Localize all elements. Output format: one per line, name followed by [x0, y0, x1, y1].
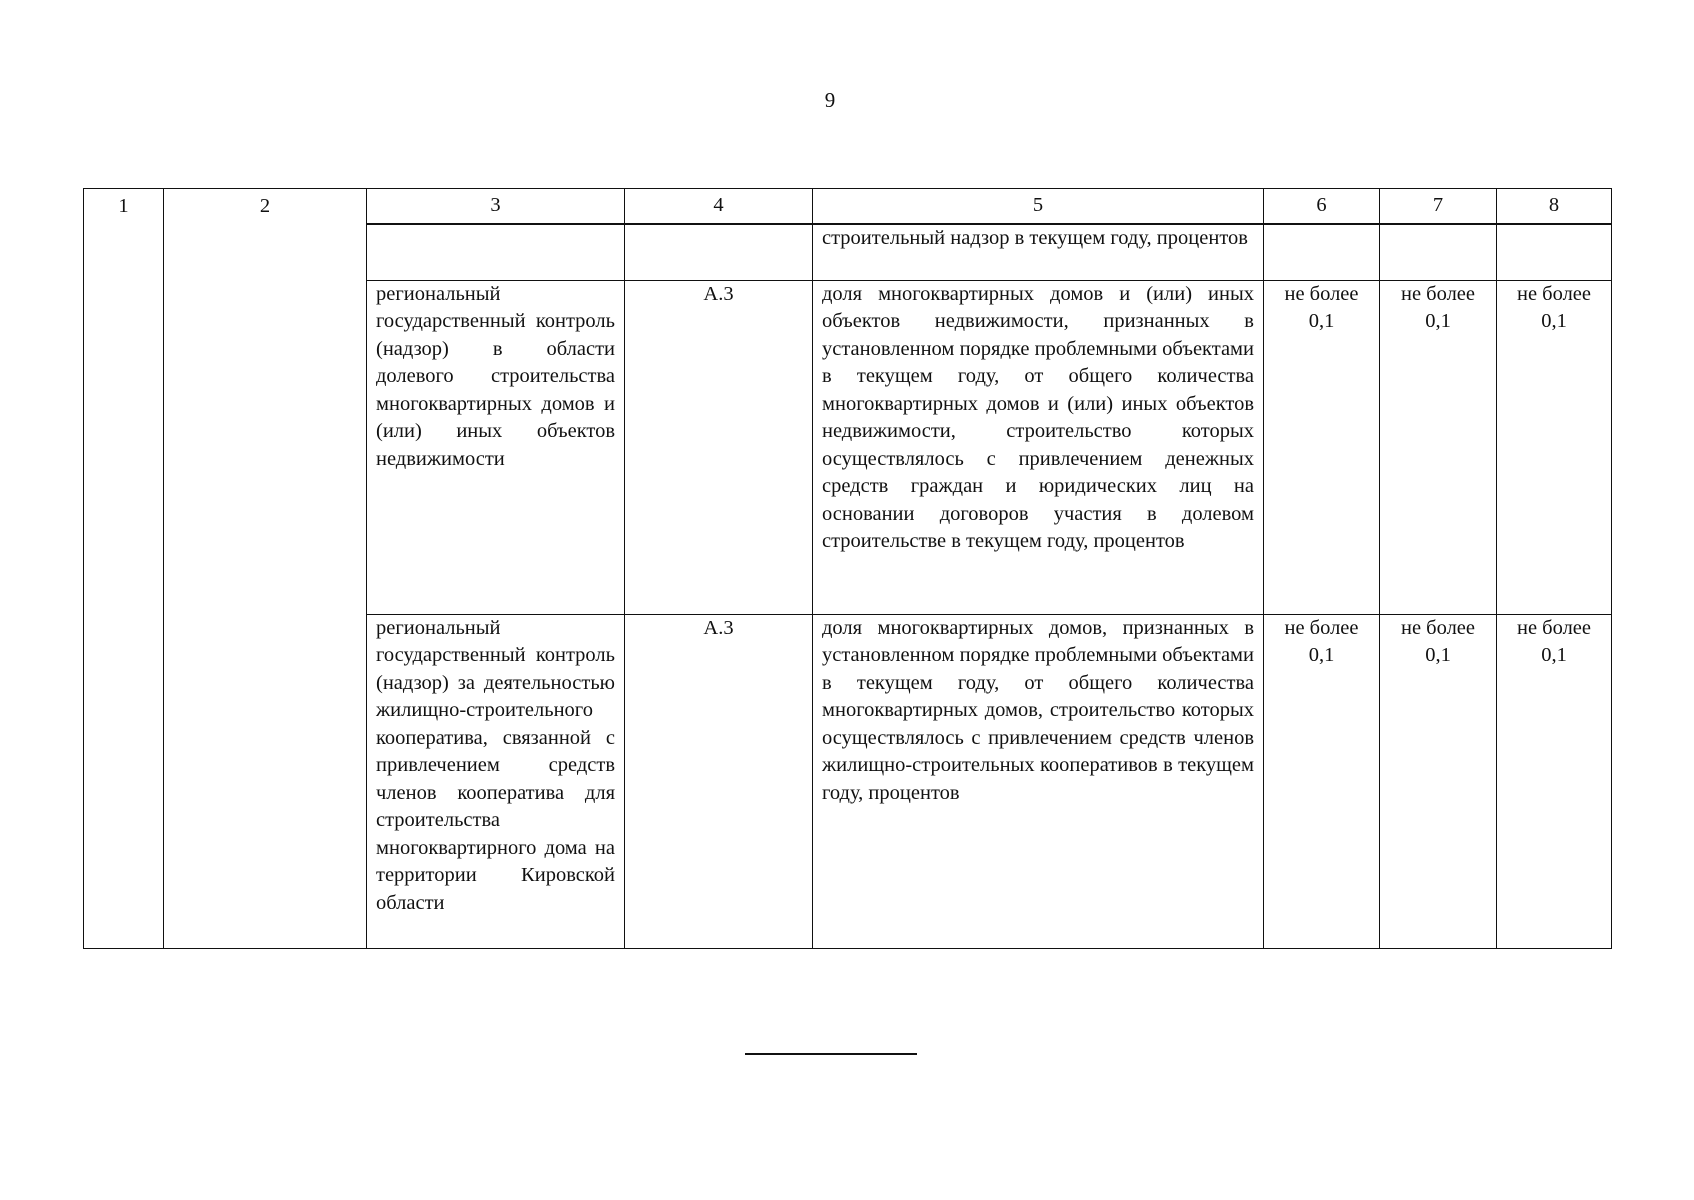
column-header-5: 5 — [813, 189, 1264, 225]
cell-target-value: не более 0,1 — [1380, 280, 1497, 614]
cell-target-value: не более 0,1 — [1264, 614, 1380, 948]
column-header-3: 3 — [367, 189, 625, 225]
cell-col3 — [367, 224, 625, 280]
cell-col6 — [1264, 224, 1380, 280]
page-number: 9 — [824, 88, 836, 112]
cell-code: А.3 — [625, 280, 813, 614]
cell-target-value: не более 0,1 — [1380, 614, 1497, 948]
cell-col7 — [1380, 224, 1497, 280]
cell-indicator-text: доля многоквартирных домов, признанных в установленном порядке проблемными объектами в текущем году, от общего количества многоквартирных домов, строительство которых осуществлялось с привлечением средств членов жилищно-строительных кооперативов в текущем году, процентов — [813, 614, 1264, 948]
cell-col4 — [625, 224, 813, 280]
cell-control-type: региональный государственный контроль (надзор) за деятельностью жилищно-строительного кооператива, связанной с привлечением средств членов кооператива для строительства многоквартирного дома на территории Кировской области — [367, 614, 625, 948]
column-header-2: 2 — [164, 189, 367, 225]
cell-code: А.3 — [625, 614, 813, 948]
table-row-continuation — [84, 224, 1612, 280]
cell-target-value: не более 0,1 — [1497, 280, 1612, 614]
cell-col1 — [84, 224, 164, 280]
cell-indicator-text: доля многоквартирных домов и (или) иных объектов недвижимости, признанных в установленном порядке проблемными объектами в текущем году, от общего количества многоквартирных домов и (или) иных объектов недвижимости, строительство которых осуществлялось с привлечением денежных средств граждан и юридических лиц на основании договоров участия в долевом строительстве в текущем году, процентов — [813, 280, 1264, 614]
cell-col1 — [84, 614, 164, 948]
table-row — [84, 280, 1612, 614]
column-header-6: 6 — [1264, 189, 1380, 225]
column-header-1: 1 — [84, 189, 164, 225]
cell-control-type: региональный государственный контроль (надзор) в области долевого строительства многоквартирных домов и (или) иных объектов недвижимости — [367, 280, 625, 614]
indicators-table — [83, 188, 1612, 949]
column-header-4: 4 — [625, 189, 813, 225]
end-of-document-line — [745, 1053, 917, 1055]
cell-col1 — [84, 280, 164, 614]
cell-indicator-text: строительный надзор в текущем году, процентов — [813, 224, 1264, 280]
cell-target-value: не более 0,1 — [1264, 280, 1380, 614]
cell-col2 — [164, 224, 367, 280]
column-header-8: 8 — [1497, 189, 1612, 225]
column-header-7: 7 — [1380, 189, 1497, 225]
column-number-header-row — [84, 189, 1612, 225]
table-row — [84, 614, 1612, 948]
cell-col2 — [164, 280, 367, 614]
cell-col2 — [164, 614, 367, 948]
cell-target-value: не более 0,1 — [1497, 614, 1612, 948]
cell-col8 — [1497, 224, 1612, 280]
